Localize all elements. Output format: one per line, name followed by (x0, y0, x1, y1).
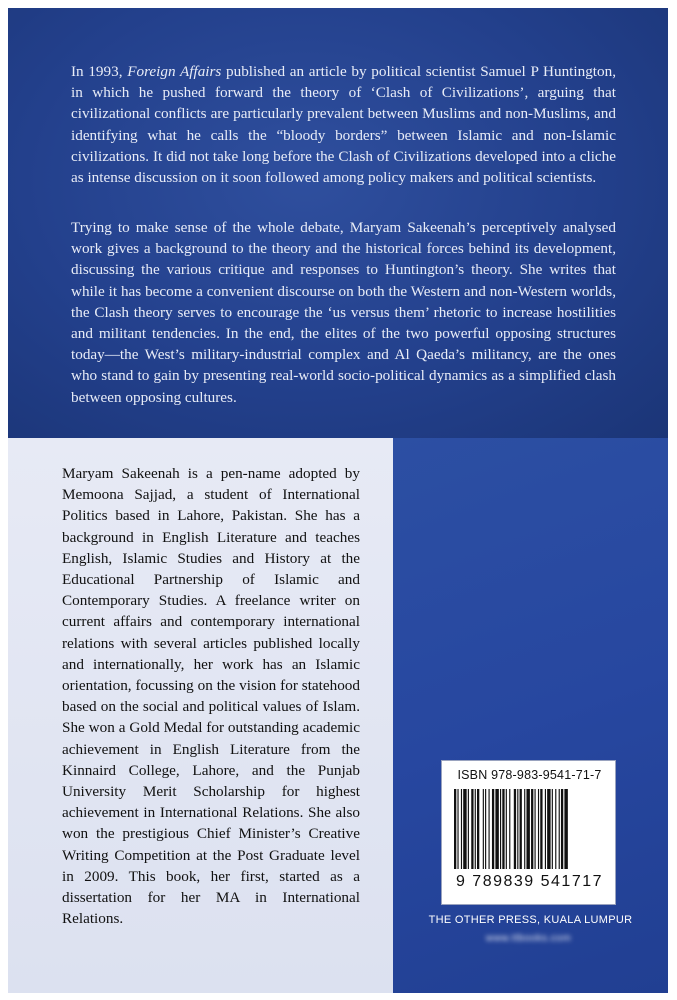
isbn-label: ISBN 978-983-9541-71-7 (457, 768, 602, 782)
synopsis-body: published an article by political scientist Samuel P Huntington, in which he pushed forward the theory of ‘Clash of Civilizations’, arguing that civilizational conflicts are particularly prevalent between Muslims and non-Muslims, and identifying what he calls the “bloody borders” between Islamic and non-Islamic civilizations. It did not take long before the Clash of Civilizations developed into a cliche as intense discussion on it soon followed among policy makers and political scientists. (71, 63, 616, 187)
publisher-website: www.ttbooks.com (485, 933, 572, 944)
synopsis-lead: In 1993, (71, 63, 128, 80)
barcode-bars (452, 789, 607, 869)
magazine-title: Foreign Affairs (127, 63, 222, 80)
book-back-cover (8, 8, 668, 993)
barcode-digits: 9 789839 541717 (455, 873, 604, 890)
synopsis-paragraph-1 (71, 61, 616, 188)
barcode-block (441, 760, 616, 905)
publisher-imprint: THE OTHER PRESS, KUALA LUMPUR (428, 914, 633, 926)
barcode-panel (393, 438, 668, 993)
synopsis-paragraph-2: Trying to make sense of the whole debate, Maryam Sakeenah’s perceptively analysed work gives a background to the theory and the historical forces behind its development, discussing the various critique and responses to Huntington’s theory. She writes that while it has become a convenient discourse on both the Western and non-Western worlds, the Clash theory serves to encourage the ‘us versus them’ rhetoric to increase hostilities and militant tendencies. In the end, the elites of the two powerful opposing structures today—the West’s military-industrial complex and Al Qaeda’s militancy, are the ones who stand to gain by presenting real-world socio-political dynamics as a simplified clash between opposing cultures. (71, 219, 616, 406)
synopsis-panel (8, 8, 668, 438)
author-bio: Maryam Sakeenah is a pen-name adopted by Memoona Sajjad, a student of International Politics based in Lahore, Pakistan. She has a background in English Literature and teaches English, Islamic Studies and History at the Educational Partnership of Islamic and Contemporary Studies. A freelance writer on current affairs and contemporary international relations with several articles published locally and internationally, her work has an Islamic orientation, focussing on the vision for statehood based on the social and political values of Islam. She won a Gold Medal for outstanding academic achievement in English Literature from the Kinnaird College, Lahore, and the Punjab University Merit Scholarship for highest achievement in International Relations. She also won the prestigious Chief Minister’s Creative Writing Competition at the Post Graduate level in 2009. This book, her first, started as a dissertation for her MA in International Relations. (62, 465, 360, 928)
author-bio-panel (8, 438, 393, 993)
